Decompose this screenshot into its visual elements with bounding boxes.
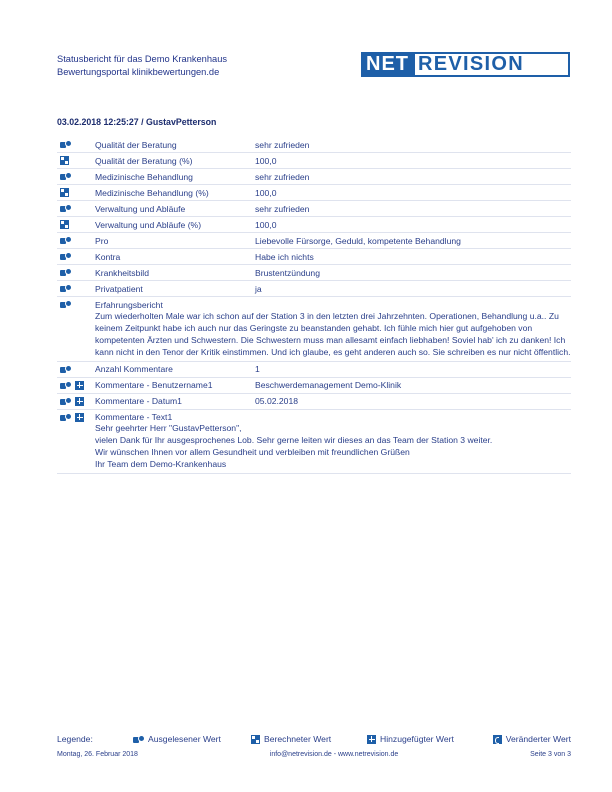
comment-line: Ihr Team dem Demo-Krankenhaus — [95, 459, 227, 469]
table-row — [57, 137, 571, 153]
row-label: Verwaltung und Abläufe (%) — [95, 219, 202, 230]
row-label: Qualität der Beratung — [95, 139, 177, 150]
row-label: Medizinische Behandlung (%) — [95, 187, 209, 198]
calculated-value-icon — [60, 220, 69, 229]
experience-text: Zum wiederholten Male war ich schon auf der Station 3 in den letzten drei Jahrzehnten. Operationen, Behandlung u.a.. Zu keinem Zeitpunkt habe ich auch nur das Geringste zu beanstanden gehabt. Ich fühle mich hier gut aufgehoben von kompetenten Ärzten und Schwestern. Die Schwestern muss man allesamt einfach liebhaben! Soviel hab' ich zu danken! Ich kann nicht in den Tenor der Kritik einstimmen. Und ich glaube, es geht anderen auch so. Sie schreiben es nur nicht öffentlich. — [95, 310, 571, 357]
table-row — [57, 153, 571, 169]
row-label: Kontra — [95, 251, 121, 262]
read-value-icon — [60, 140, 71, 149]
table-row — [57, 201, 571, 217]
added-value-icon — [75, 413, 84, 422]
footer-page-number: Seite 3 von 3 — [530, 751, 571, 758]
added-value-icon — [367, 735, 376, 744]
row-label: Kommentare - Benutzername1 — [95, 380, 213, 390]
logo-net: NET — [361, 52, 413, 77]
row-value: 100,0 — [255, 219, 277, 230]
report-title: Statusbericht für das Demo Krankenhaus — [57, 54, 228, 64]
logo-revision: REVISION — [413, 52, 570, 77]
table-row — [57, 281, 571, 297]
table-row — [57, 217, 571, 233]
row-value: Brustentzündung — [255, 267, 320, 278]
row-value: Habe ich nichts — [255, 251, 314, 262]
row-label: Kommentare - Datum1 — [95, 396, 182, 406]
read-value-icon — [60, 413, 71, 422]
record-title: 03.02.2018 12:25:27 / GustavPetterson — [57, 117, 217, 127]
modified-value-icon — [493, 735, 502, 744]
row-value: Liebevolle Fürsorge, Geduld, kompetente Behandlung — [255, 235, 461, 246]
comment-line: Sehr geehrter Herr "GustavPetterson", — [95, 423, 242, 433]
footer-contact: info@netrevision.de - www.netrevision.de — [269, 751, 399, 758]
added-value-icon — [75, 397, 84, 406]
read-value-icon — [60, 397, 71, 406]
table-row-experience — [57, 297, 571, 362]
table-row — [57, 378, 571, 394]
legend-title: Legende: — [57, 734, 93, 744]
row-label: Privatpatient — [95, 283, 143, 294]
rating-table — [57, 137, 571, 474]
legend-add: Hinzugefügter Wert — [367, 734, 484, 744]
row-label: Krankheitsbild — [95, 267, 149, 278]
table-row — [57, 233, 571, 249]
table-row-comment-text — [57, 410, 571, 475]
page-footer — [57, 751, 571, 758]
read-value-icon — [60, 284, 71, 293]
calculated-value-icon — [251, 735, 260, 744]
row-value: 1 — [255, 364, 260, 374]
legend — [57, 734, 571, 744]
table-row — [57, 394, 571, 410]
netrevision-logo — [361, 52, 570, 77]
read-value-icon — [60, 172, 71, 181]
comment-line: vielen Dank für Ihr ausgesprochenes Lob. Sehr gerne leiten wir dieses an das Team der Station 3 weiter. — [95, 435, 493, 445]
legend-read: Ausgelesener Wert — [133, 734, 251, 744]
row-value: 100,0 — [255, 155, 277, 166]
row-label: Qualität der Beratung (%) — [95, 155, 193, 166]
comment-text — [57, 422, 571, 473]
read-value-icon — [60, 204, 71, 213]
row-value: sehr zufrieden — [255, 203, 310, 214]
row-value: sehr zufrieden — [255, 171, 310, 182]
read-value-icon — [60, 268, 71, 277]
read-value-icon — [60, 381, 71, 390]
added-value-icon — [75, 381, 84, 390]
read-value-icon — [60, 252, 71, 261]
row-value: sehr zufrieden — [255, 139, 310, 150]
row-label: Kommentare - Text1 — [95, 412, 173, 422]
read-value-icon — [60, 365, 71, 374]
calculated-value-icon — [60, 188, 69, 197]
legend-calc: Berechneter Wert — [251, 734, 367, 744]
legend-mod: Veränderter Wert — [484, 734, 571, 744]
comment-line: Wir wünschen Ihnen vor allem Gesundheit und verbleiben mit freundlichen Grüßen — [95, 447, 410, 457]
table-row — [57, 185, 571, 201]
row-value: 100,0 — [255, 187, 277, 198]
row-value: Beschwerdemanagement Demo-Klinik — [255, 380, 402, 390]
table-row — [57, 265, 571, 281]
read-value-icon — [133, 735, 144, 744]
footer-date: Montag, 26. Februar 2018 — [57, 751, 138, 758]
table-row — [57, 249, 571, 265]
report-header — [57, 53, 227, 79]
calculated-value-icon — [60, 156, 69, 165]
row-label: Pro — [95, 235, 109, 246]
report-subtitle: Bewertungsportal klinikbewertungen.de — [57, 67, 220, 77]
table-row — [57, 362, 571, 378]
row-label: Anzahl Kommentare — [95, 364, 173, 374]
row-value: 05.02.2018 — [255, 396, 299, 406]
row-label: Medizinische Behandlung — [95, 171, 193, 182]
read-value-icon — [60, 300, 71, 309]
row-value: ja — [255, 283, 262, 294]
read-value-icon — [60, 236, 71, 245]
table-row — [57, 169, 571, 185]
row-label: Verwaltung und Abläufe — [95, 203, 186, 214]
row-label: Erfahrungsbericht — [95, 299, 163, 310]
